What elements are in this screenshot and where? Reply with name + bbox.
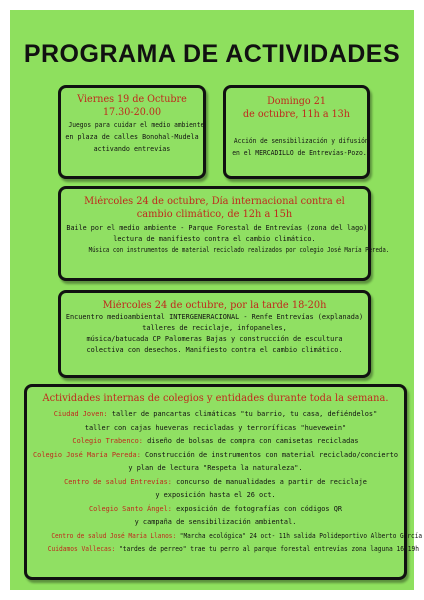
event-line: en plaza de calles Bonohal-Mudela bbox=[65, 133, 199, 141]
event-line: en el MERCADILLO de Entrevías-Pozo. bbox=[232, 149, 367, 157]
event-line: activando entrevías bbox=[93, 145, 171, 153]
activity-item: Colegio Santo Ángel: exposición de fotografías con códigos QR bbox=[89, 504, 342, 513]
event-line: lectura de manifiesto contra el cambio climático. bbox=[113, 235, 316, 243]
event-date: Domingo 21 bbox=[267, 96, 326, 107]
activity-item: y campaña de sensibilización ambiental. bbox=[134, 518, 297, 526]
event-time: 17.30-20.00 bbox=[102, 107, 162, 118]
activity-item: Colegio José María Pereda: Construcción de instrumentos con material reciclado/concierto bbox=[33, 450, 398, 459]
activity-item: y plan de lectura "Respeta la naturaleza". bbox=[128, 464, 303, 472]
event-date: Viernes 19 de Octubre bbox=[77, 94, 187, 105]
activity-item: Centro de salud Entrevías: concurso de manualidades a partir de reciclaje bbox=[64, 477, 367, 486]
section-heading: Actividades internas de colegios y entidades durante toda la semana. bbox=[42, 393, 389, 404]
poster bbox=[10, 10, 423, 590]
event-line: Juegos para cuidar el medio ambiente bbox=[68, 121, 205, 129]
event-line: Baile por el medio ambiente - Parque Forestal de Entrevías (zona del lago) bbox=[66, 224, 368, 232]
event-box-sunday bbox=[223, 85, 370, 179]
activity-item: y exposición hasta el 26 oct. bbox=[155, 491, 276, 499]
event-line: colectiva con desechos. Manifiesto contra el cambio climático. bbox=[86, 346, 343, 354]
event-line: Encuentro medioambiental INTERGENERACIONAL - Renfe Entrevías (explanada) bbox=[65, 313, 364, 321]
event-date: Miércoles 24 de octubre, por la tarde 18-20h bbox=[102, 300, 327, 311]
event-date: Miércoles 24 de octubre, Día internacional contra el bbox=[84, 196, 345, 207]
event-box-friday bbox=[58, 85, 206, 179]
activity-item: Cuidamos Vallecas: "tardes de perreo" trae tu perro al parque forestal entrevías zona laguna 16-19h bbox=[47, 545, 420, 553]
page-title: PROGRAMA DE ACTIVIDADES bbox=[23, 40, 401, 68]
event-line: Acción de sensibilización y difusión bbox=[233, 137, 369, 145]
activity-item: Colegio Trabenco: diseño de bolsas de compra con camisetas recicladas bbox=[72, 437, 359, 445]
internal-activities-box bbox=[24, 384, 423, 580]
event-time: de octubre, 11h a 13h bbox=[243, 109, 350, 120]
event-box-wednesday-afternoon bbox=[58, 290, 371, 378]
event-line: Música con instrumentos de material reciclado realizados por colegio José María Pereda. bbox=[88, 246, 390, 254]
activity-item: taller con cajas hueveras recicladas y terroríficas "huevewein" bbox=[84, 423, 347, 432]
event-box-wednesday-climate-day bbox=[58, 186, 390, 281]
activity-item: Centro de salud José María Llanos: "Marcha ecológica" 24 oct- 11h salida Polideportivo Alberto García bbox=[51, 531, 423, 540]
event-time: cambio climático, de 12h a 15h bbox=[136, 209, 293, 220]
event-line: talleres de reciclaje, infopaneles, bbox=[142, 324, 287, 332]
event-line: música/batucada CP Palomeras Bajas y construcción de escultura bbox=[86, 335, 343, 343]
activity-item: Ciudad Joven: taller de pancartas climáticas "tu barrio, tu casa, defiéndelos" bbox=[53, 410, 378, 418]
